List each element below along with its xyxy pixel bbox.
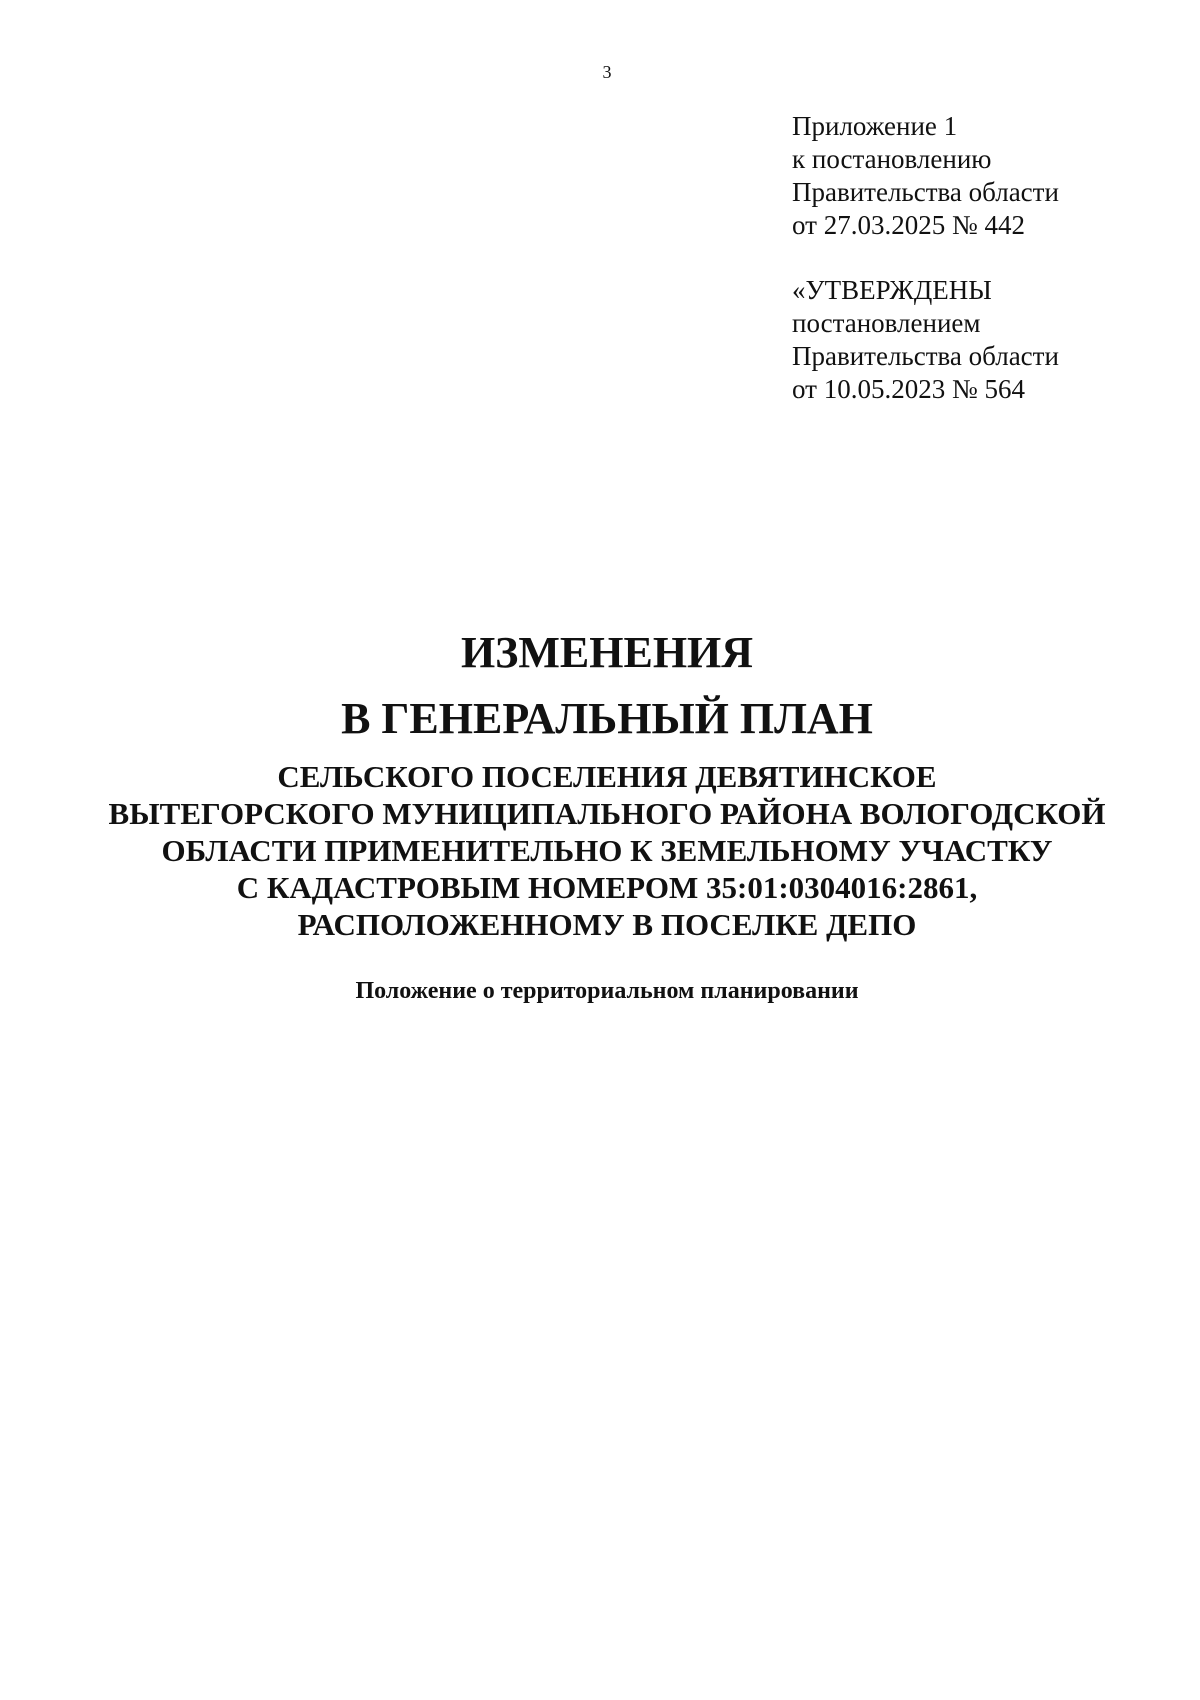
page-number: 3: [602, 62, 612, 82]
appendix-reference: [792, 110, 1172, 242]
approval-line: от 10.05.2023 № 564: [792, 374, 1025, 404]
document-title-line-2: В ГЕНЕРАЛЬНЫЙ ПЛАН: [341, 694, 873, 743]
approval-reference: [792, 274, 1172, 406]
subtitle-line: СЕЛЬСКОГО ПОСЕЛЕНИЯ ДЕВЯТИНСКОЕ: [277, 759, 937, 794]
subtitle-line: ВЫТЕГОРСКОГО МУНИЦИПАЛЬНОГО РАЙОНА ВОЛОГОДСКОЙ: [108, 796, 1106, 831]
document-title-line-1: ИЗМЕНЕНИЯ: [460, 628, 754, 677]
appendix-line: к постановлению: [792, 144, 992, 174]
subtitle-line: С КАДАСТРОВЫМ НОМЕРОМ 35:01:0304016:2861,: [236, 870, 978, 905]
appendix-line: Приложение 1: [792, 111, 958, 141]
subtitle-line: ОБЛАСТИ ПРИМЕНИТЕЛЬНО К ЗЕМЕЛЬНОМУ УЧАСТКУ: [161, 833, 1053, 868]
subtitle-line: РАСПОЛОЖЕННОМУ В ПОСЕЛКЕ ДЕПО: [297, 907, 917, 942]
approval-line: «УТВЕРЖДЕНЫ: [792, 275, 992, 305]
document-subtitle: [0, 758, 1200, 943]
approval-line: постановлением: [792, 308, 981, 338]
appendix-line: от 27.03.2025 № 442: [792, 210, 1025, 240]
appendix-line: Правительства области: [792, 177, 1059, 207]
approval-line: Правительства области: [792, 341, 1059, 371]
section-title: Положение о территориальном планировании: [355, 978, 859, 1004]
